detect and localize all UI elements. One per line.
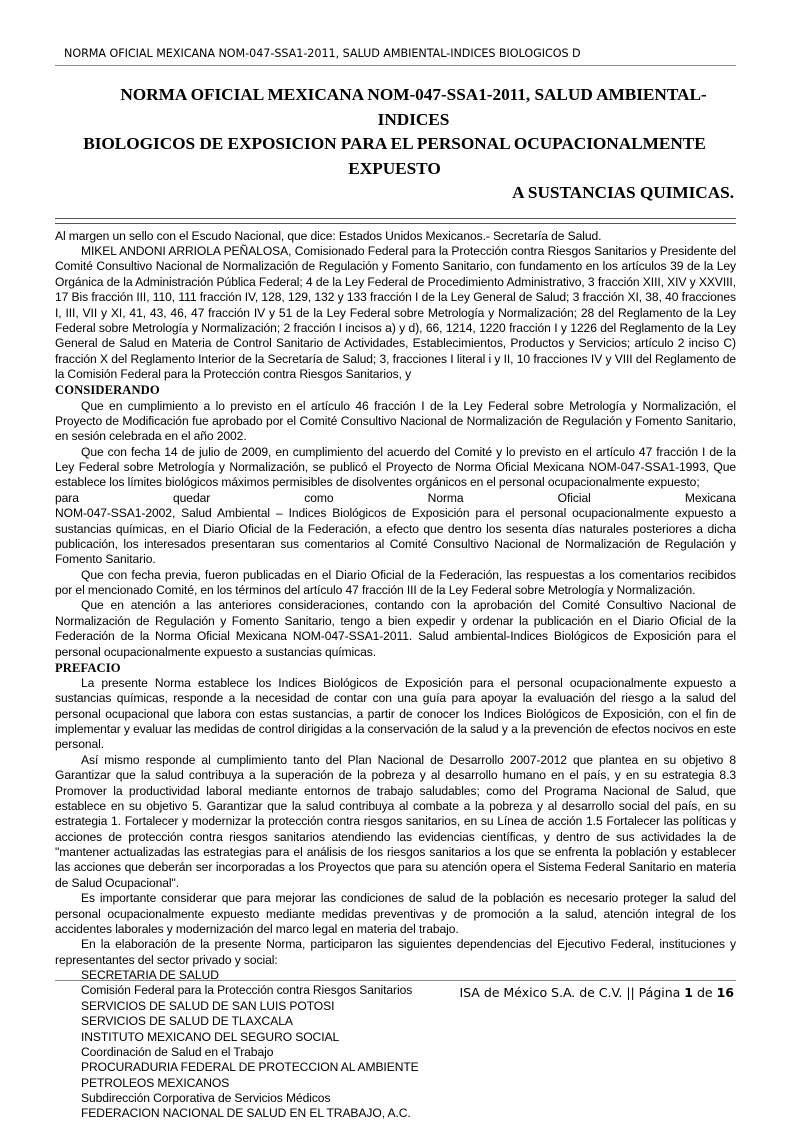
footer-page-number: 1 xyxy=(684,985,693,1000)
list-item: PETROLEOS MEXICANOS xyxy=(81,1075,230,1090)
paragraph-authority: MIKEL ANDONI ARRIOLA PEÑALOSA, Comisionado Federal para la Protección contra Riesgos Sanitarios y Presidente del Comité Consultivo Nacional de Normalización de Regulación y Fomento Sanitario, con fundamento en los artículos 39 de la Ley Orgánica de la Administración Pública Federal; 4 de la Ley Federal de Procedimiento Administrativo, 3 fracción XIII, XIV y XXVIII, 17 Bis fracción III, 110, 111 fracción IV, 128, 129, 132 y 133 fracción I de la Ley General de Salud; 3 fracción XI, 38, 40 fracciones I, III, VII y XI, 41, 43, 46, 47 fracción IV y 51 de la Ley Federal sobre Metrología y Normalización; 28 del Reglamento de la Ley Federal sobre Metrología y Normalización; 2 fracción I incisos a) y d), 66, 1214, 1220 fracción I y 1226 del Reglamento de la Ley General de Salud en Materia de Control Sanitario de Actividades, Establecimientos, Productos y Servicios; artículo 2 inciso C) fracción X del Reglamento Interior de la Secretaría de Salud; 3, fracciones I literal i y II, 10 fracciones IV y VIII del Reglamento de la Comisión Federal para la Protección contra Riesgos Sanitarios, y xyxy=(55,244,736,382)
running-header-title: NORMA OFICIAL MEXICANA NOM-047-SSA1-2011, SALUD AMBIENTAL-INDICES BIOLOGICOS D xyxy=(64,47,581,60)
list-item: INSTITUTO MEXICANO DEL SEGURO SOCIAL xyxy=(81,1029,340,1044)
running-header xyxy=(55,0,736,61)
page-title xyxy=(55,83,736,206)
stretch-word-5: Oficial xyxy=(557,490,591,505)
stretch-word-4: Norma xyxy=(427,490,464,505)
paragraph-prefacio-1: La presente Norma establece los Indices Biológicos de Exposición para el personal ocupacionalmente expuesto a sustancias químicas, responde a la necesidad de contar con una guía para apoyar la evaluación del riesgo a la salud del personal ocupacional que labora con estas sustancias, a partir de conocer los Indices Biológicos de Exposición, con el fin de implementar y evaluar las medidas de control dirigidas a la conservación de la salud y a la prevención de efectos nocivos en este personal. xyxy=(55,675,736,752)
list-item: Coordinación de Salud en el Trabajo xyxy=(81,1044,274,1059)
heading-prefacio: PREFACIO xyxy=(55,660,121,675)
paragraph-prefacio-3: Es importante considerar que para mejorar las condiciones de salud de la población es necesario proteger la salud del personal ocupacionalmente expuesto mediante medidas preventivas y de promoción a la salud, atención integral de los accidentes laborales y modernización del marco legal en materia del trabajo. xyxy=(55,891,736,936)
title-divider xyxy=(55,218,736,224)
paragraph-considerando-2-stretch xyxy=(55,491,736,506)
page-title-line-1: NORMA OFICIAL MEXICANA NOM-047-SSA1-2011, SALUD AMBIENTAL-INDICES xyxy=(120,85,707,129)
header-divider xyxy=(55,65,736,66)
list-item: Subdirección Corporativa de Servicios Médicos xyxy=(81,1091,331,1106)
footer-text xyxy=(55,985,736,1000)
paragraph-considerando-1: Que en cumplimiento a lo previsto en el artículo 46 fracción I de la Ley Federal sobre Metrología y Normalización, el Proyecto de Modificación fue aprobado por el Comité Consultivo Nacional de Normalización de Regulación y Fomento Sanitario, en sesión celebrada en el año 2002. xyxy=(55,398,736,444)
stretch-word-1: para xyxy=(55,490,79,505)
footer-company: ISA de México S.A. de C.V. || Página xyxy=(459,985,685,1000)
paragraph-prefacio-2: Así mismo responde al cumplimiento tanto del Plan Nacional de Desarrollo 2007-2012 que plantea en su objetivo 8 Garantizar que la salud contribuya a la superación de la pobreza y al desarrollo humano en el país, y en su estrategia 8.3 Promover la productividad laboral mediante entornos de trabajo saludables; como del Programa Nacional de Salud, que establece en su objetivo 5. Garantizar que la salud contribuya al combate a la pobreza y al desarrollo social del país, en su estrategia 1. Fortalecer y modernizar la protección contra riesgos sanitarios, en su Línea de acción 1.5 Fortalecer las políticas y acciones de protección contra riesgos sanitarios atendiendo las evidencias científicas, y dentro de sus actividades la de "mantener actualizadas las estrategias para el análisis de los riesgos sanitarios a los que se enfrenta la población y establecer las acciones que deberán ser incorporadas a los Proyectos que para su atención opera el Sistema Federal Sanitario en materia de Salud Ocupacional". xyxy=(55,752,736,890)
list-item: FEDERACION NACIONAL DE SALUD EN EL TRABAJO, A.C. xyxy=(81,1106,411,1121)
paragraph-considerando-2a: Que con fecha 14 de julio de 2009, en cumplimiento del acuerdo del Comité y lo previsto en el artículo 47 fracción I de la Ley Federal sobre Metrología y Normalización, se publicó el Proyecto de Norma Oficial Mexicana NOM-047-SSA1-1993, Que establece los límites biológicos máximos permisibles de disolventes orgánicos en el personal ocupacionalmente expuesto; xyxy=(55,444,736,490)
list-item: SECRETARIA DE SALUD xyxy=(81,968,219,983)
footer-of: de xyxy=(693,985,717,1000)
heading-considerando: CONSIDERANDO xyxy=(55,383,160,398)
paragraph-considerando-3: Que con fecha previa, fueron publicadas en el Diario Oficial de la Federación, las respuestas a los comentarios recibidos por el mencionado Comité, en los términos del artículo 47 fracción III de la Ley Federal sobre Metrología y Normalización. xyxy=(55,567,736,597)
stretch-word-6: Mexicana xyxy=(684,490,736,505)
stretch-word-3: como xyxy=(304,490,334,505)
list-item: Comisión Federal para la Protección contra Riesgos Sanitarios xyxy=(81,983,413,998)
paragraph-considerando-2b: NOM-047-SSA1-2002, Salud Ambiental – Indices Biológicos de Exposición para el personal ocupacionalmente expuesto a sustancias químicas, en el Diario Oficial de la Federación, a efecto que dentro los sesenta días naturales posteriores a dicha publicación, los interesados presentaran sus comentarios al Comité Consultivo Nacional de Normalización de Regulación y Fomento Sanitario. xyxy=(55,506,736,567)
paragraph-seal: Al margen un sello con el Escudo Nacional, que dice: Estados Unidos Mexicanos.- Secretaría de Salud. xyxy=(55,228,602,243)
paragraph-participants-intro: En la elaboración de la presente Norma, participaron las siguientes dependencias del Ejecutivo Federal, instituciones y representantes del sector privado y social: xyxy=(55,937,736,967)
page-title-line-3: A SUSTANCIAS QUIMICAS. xyxy=(512,183,734,203)
list-item: SERVICIOS DE SALUD DE TLAXCALA xyxy=(81,1014,293,1029)
footer-divider xyxy=(55,980,736,981)
page-title-line-2: BIOLOGICOS DE EXPOSICION PARA EL PERSONAL OCUPACIONALMENTE EXPUESTO xyxy=(83,134,706,178)
list-item: SERVICIOS DE SALUD DE SAN LUIS POTOSI xyxy=(81,998,335,1013)
paragraph-considerando-4: Que en atención a las anteriores consideraciones, contando con la aprobación del Comité Consultivo Nacional de Normalización de Regulación y Fomento Sanitario, tengo a bien expedir y ordenar la publicación en el Diario Oficial de la Federación de la Norma Oficial Mexicana NOM-047-SSA1-2011. Salud ambiental-Indices Biológicos de Exposición para el personal ocupacionalmente expuesto a sustancias químicas. xyxy=(55,598,736,659)
running-footer xyxy=(55,980,736,1000)
footer-total-pages: 16 xyxy=(716,985,734,1000)
stretch-word-2: quedar xyxy=(173,490,211,505)
list-item: PROCURADURIA FEDERAL DE PROTECCION AL AMBIENTE xyxy=(81,1060,419,1075)
